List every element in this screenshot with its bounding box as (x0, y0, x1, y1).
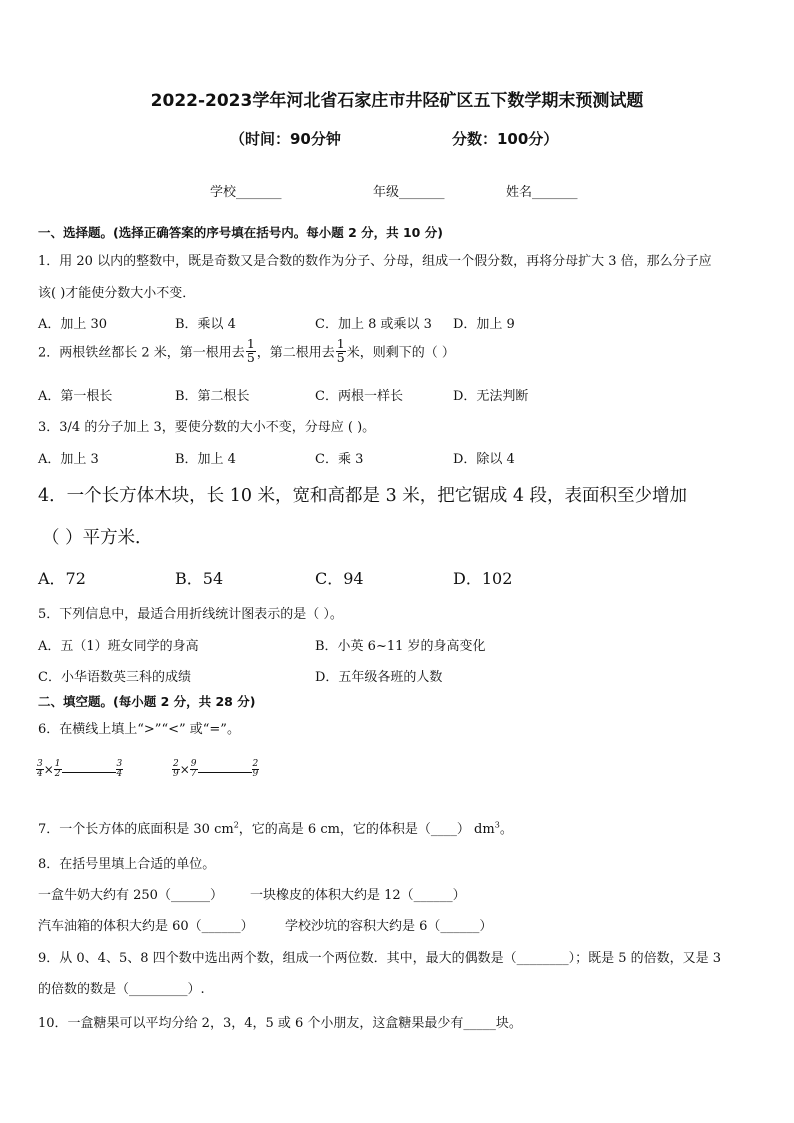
q3-option-d: D．除以 4 (453, 452, 515, 467)
q7-text-3: 。 (499, 822, 513, 837)
q4-option-b: B．54 (175, 569, 224, 588)
q6e2-frac-c (252, 760, 260, 779)
q5-option-a: A．五（1）班女同学的身高 (38, 639, 199, 654)
question-9-line-1: 9．从 0、4、5、8 四个数中选出两个数，组成一个两位数．其中，最大的偶数是（________）；既是 5 的倍数，又是 3 (38, 951, 722, 966)
q8-item-b: 一块橡皮的体积大约是 12（______） (250, 888, 466, 903)
q8-item-a: 一盒牛奶大约有 250（______） (38, 888, 223, 903)
q2-text-1: 2．两根铁丝都长 2 米，第一根用去 (38, 345, 245, 361)
q8-item-c: 汽车油箱的体积大约是 60（______） (38, 919, 254, 934)
q2-frac2-denominator: 5 (336, 349, 345, 365)
question-4-line-2: （ ）平方米． (42, 528, 153, 548)
q7-superscript-2: 3 (494, 820, 500, 830)
q5-option-b: B．小英 6~11 岁的身高变化 (315, 639, 486, 654)
q6e1-b-num: 1 (54, 759, 61, 769)
school-field: 学校_______ (210, 185, 282, 200)
q3-option-a: A．加上 3 (38, 452, 99, 467)
q8-item-d: 学校沙坑的容积大约是 6（______） (285, 919, 493, 934)
question-4-line-1: 4．一个长方体木块，长 10 米，宽和高都是 3 米，把它锯成 4 段，表面积至少增加 (38, 486, 688, 506)
q6e1-frac-c (116, 760, 124, 779)
q2-option-a: A．第一根长 (38, 389, 113, 404)
q3-option-b: B．加上 4 (175, 452, 236, 467)
q7-superscript-1: 2 (233, 820, 239, 830)
q6e2-operator: × (179, 762, 190, 777)
q6e1-c-num: 3 (116, 759, 123, 769)
exam-score: 分数：100分） (452, 130, 559, 148)
q6e2-frac-a (172, 760, 180, 779)
q6e2-frac-b (190, 760, 198, 779)
section-heading-choice: 一、选择题。(选择正确答案的序号填在括号内。每小题 2 分，共 10 分) (38, 225, 443, 240)
q2-fraction-1 (246, 338, 256, 364)
q6e2-c-num: 2 (252, 759, 259, 769)
q2-text-3: 米，则剩下的（ ） (346, 345, 455, 361)
question-5: 5．下列信息中，最适合用折线统计图表示的是（ ）。 (38, 607, 343, 622)
q1-option-a: A．加上 30 (38, 317, 108, 332)
q6e1-frac-b (54, 760, 62, 779)
q4-option-c: C．94 (315, 569, 364, 588)
q6e2-a-den: 9 (173, 769, 179, 779)
question-10: 10．一盒糖果可以平均分给 2，3，4，5 或 6 个小朋友，这盒糖果最少有_____块。 (38, 1016, 522, 1031)
question-8: 8．在括号里填上合适的单位。 (38, 857, 216, 872)
q6e1-operator: × (43, 762, 54, 777)
q6e2-c-den: 9 (252, 769, 259, 779)
q6e2-a-num: 2 (173, 759, 179, 769)
q6e1-b-den: 2 (54, 769, 61, 779)
question-1-line-2: 该( )才能使分数大小不变． (38, 286, 196, 301)
q2-frac1-numerator: 1 (246, 336, 255, 351)
q4-option-a: A．72 (38, 569, 86, 588)
page-title: 2022-2023学年河北省石家庄市井陉矿区五下数学期末预测试题 (150, 91, 644, 111)
question-6: 6．在横线上填上“>”“<” 或“=”。 (38, 722, 240, 737)
q6e1-frac-a (36, 760, 44, 779)
q2-frac1-denominator: 5 (246, 349, 255, 365)
q1-option-c: C．加上 8 或乘以 3 (315, 317, 432, 332)
q2-text-2: ，第二根用去 (256, 345, 335, 361)
q5-option-d: D．五年级各班的人数 (315, 670, 443, 685)
q1-option-b: B．乘以 4 (175, 317, 236, 332)
name-field: 姓名_______ (506, 185, 578, 200)
q2-option-b: B．第二根长 (175, 389, 250, 404)
q6e2-b-den: 7 (190, 769, 197, 779)
q6e2-answer-blank[interactable] (198, 760, 252, 773)
question-7 (38, 818, 513, 837)
q6e1-a-den: 4 (37, 769, 43, 779)
q7-text-2: ，它的高是 6 cm，它的体积是（____） dm (238, 822, 495, 837)
q2-frac2-numerator: 1 (336, 336, 345, 351)
grade-field: 年级_______ (373, 185, 445, 200)
q6e1-a-num: 3 (37, 759, 43, 769)
q7-text-1: 7．一个长方体的底面积是 30 cm (38, 822, 234, 837)
question-1-line-1: 1．用 20 以内的整数中，既是奇数又是合数的数作为分子、分母，组成一个假分数，再将分母扩大 3 倍，那么分子应 (38, 254, 712, 269)
q4-option-d: D．102 (453, 569, 513, 588)
q1-option-d: D．加上 9 (453, 317, 515, 332)
question-3: 3．3/4 的分子加上 3，要使分数的大小不变，分母应 ( )。 (38, 420, 376, 435)
q6e1-c-den: 4 (116, 769, 123, 779)
exam-time: （时间：90分钟 (230, 130, 341, 148)
q2-fraction-2 (336, 338, 346, 364)
q3-option-c: C．乘 3 (315, 452, 364, 467)
q5-option-c: C．小华语数英三科的成绩 (38, 670, 191, 685)
q2-option-c: C．两根一样长 (315, 389, 403, 404)
q6e2-b-num: 9 (190, 759, 197, 769)
q6-expression-2 (172, 760, 259, 779)
question-9-line-2: 的倍数的数是（_________）. (38, 982, 205, 997)
q6e1-answer-blank[interactable] (62, 760, 116, 773)
section-heading-fill: 二、填空题。(每小题 2 分，共 28 分) (38, 694, 256, 709)
q2-option-d: D．无法判断 (453, 389, 529, 404)
q6-expression-1 (36, 760, 123, 779)
question-2 (38, 338, 455, 364)
